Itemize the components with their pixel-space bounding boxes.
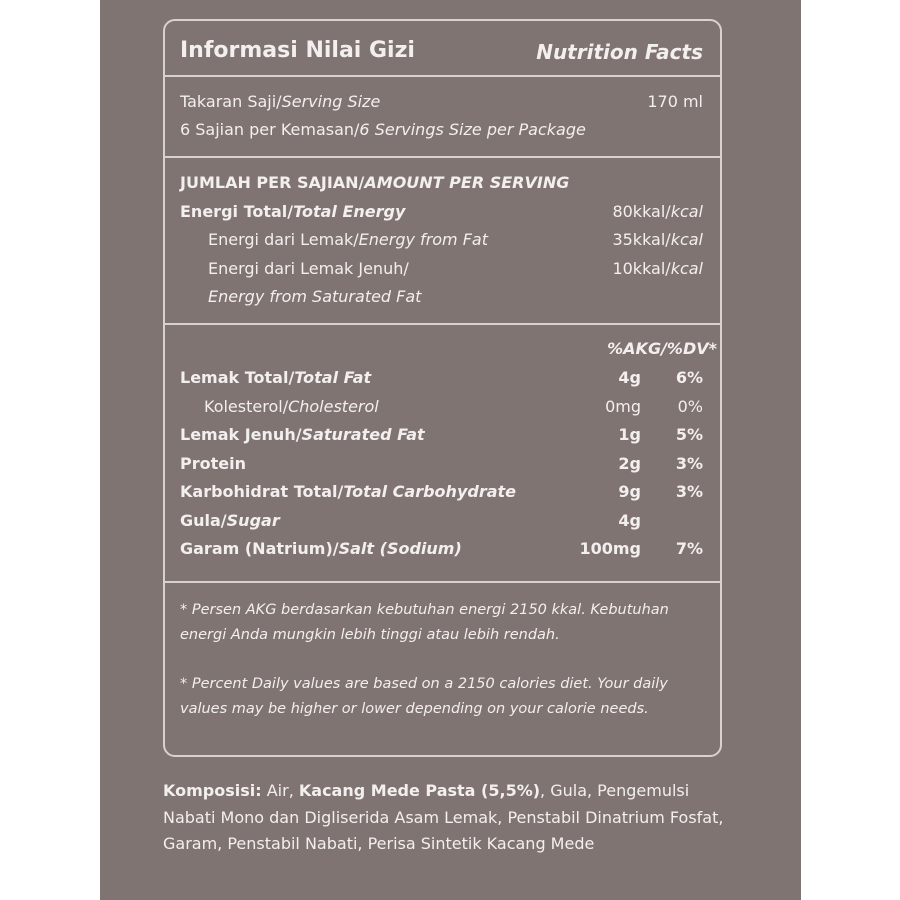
nutrient-amount: 100mg — [579, 539, 641, 558]
nutrient-amount: 9g — [618, 482, 641, 501]
divider — [165, 156, 720, 158]
nutrient-dv-percent: 0% — [677, 397, 703, 416]
amount-per-serving-heading: JUMLAH PER SAJIAN/AMOUNT PER SERVING — [180, 173, 570, 192]
nutrient-dv-percent: 3% — [675, 482, 703, 501]
servings-per-package: 6 Sajian per Kemasan/6 Servings Size per Package — [180, 120, 586, 139]
serving-size-value: 170 ml — [647, 92, 703, 111]
footnote-english: * Percent Daily values are based on a 2150 calories diet. Your daily values may be higher or lower depending on your calorie needs. — [180, 676, 668, 717]
energy-from-fat-label: Energi dari Lemak/Energy from Fat — [208, 230, 489, 249]
dv-column-header: %AKG/%DV* — [607, 339, 717, 358]
nutrient-dv-percent: 6% — [675, 368, 703, 387]
nutrient-name: Protein — [180, 454, 246, 473]
divider — [165, 581, 720, 583]
nutrient-dv-percent: 5% — [675, 425, 703, 444]
divider — [165, 75, 720, 77]
nutrient-name: Lemak Jenuh/Saturated Fat — [180, 425, 425, 444]
energy-from-satfat-value: 10kkal/kcal — [612, 259, 703, 278]
title-indonesian: Informasi Nilai Gizi — [180, 38, 415, 63]
nutrient-name: Kolesterol/Cholesterol — [204, 397, 379, 416]
nutrient-name: Lemak Total/Total Fat — [180, 368, 372, 387]
nutrient-amount: 4g — [618, 368, 641, 387]
energy-total-value: 80kkal/kcal — [612, 202, 703, 221]
composition-text: Komposisi: Air, Kacang Mede Pasta (5,5%), Gula, Pengemulsi Nabati Mono dan Digliserida Asam Lemak, Penstabil Dinatrium Fosfat, Garam, Penstabil Nabati, Perisa Sintetik Kacang Mede — [163, 781, 724, 853]
energy-from-fat-value: 35kkal/kcal — [612, 230, 703, 249]
nutrient-name: Karbohidrat Total/Total Carbohydrate — [180, 482, 517, 501]
energy-from-satfat-label-en: Energy from Saturated Fat — [208, 287, 422, 306]
nutrient-name: Garam (Natrium)/Salt (Sodium) — [180, 539, 462, 558]
serving-size-label: Takaran Saji/Serving Size — [180, 92, 381, 111]
composition-label: Komposisi: — [163, 781, 262, 800]
title-english: Nutrition Facts — [536, 40, 703, 64]
nutrient-dv-percent: 7% — [675, 539, 703, 558]
energy-from-satfat-label-id: Energi dari Lemak Jenuh/ — [208, 259, 409, 278]
nutrient-dv-percent: 3% — [675, 454, 703, 473]
nutrient-name: Gula/Sugar — [180, 511, 280, 530]
nutrition-facts-box — [163, 19, 722, 757]
nutrient-amount: 4g — [618, 511, 641, 530]
nutrient-amount: 0mg — [605, 397, 641, 416]
energy-total-label: Energi Total/Total Energy — [180, 202, 406, 221]
nutrient-amount: 1g — [618, 425, 641, 444]
composition-highlight: Kacang Mede Pasta (5,5%) — [298, 781, 541, 800]
footnote-indonesian: * Persen AKG berdasarkan kebutuhan energi 2150 kkal. Kebutuhan energi Anda mungkin lebih tinggi atau lebih rendah. — [180, 602, 669, 643]
package-panel — [100, 0, 801, 900]
nutrient-amount: 2g — [618, 454, 641, 473]
divider — [165, 323, 720, 325]
